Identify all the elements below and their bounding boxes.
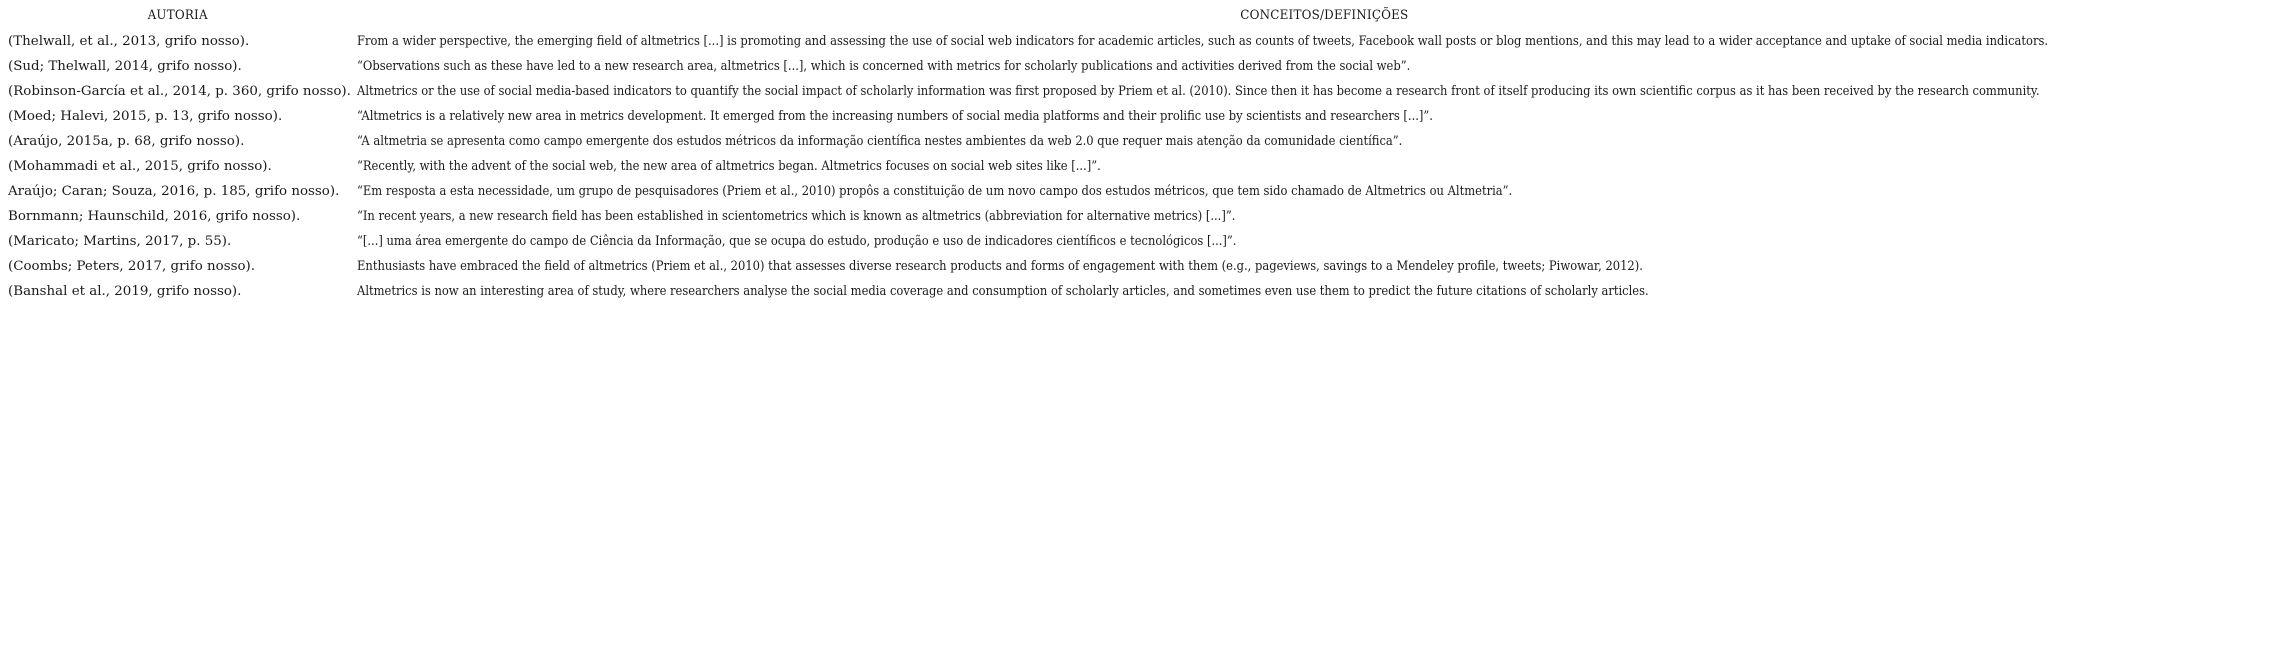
table-row bbox=[0, 258, 2291, 283]
author-cell: Araújo; Caran; Souza, 2016, p. 185, grifo nosso). bbox=[8, 184, 340, 199]
author-cell: (Banshal et al., 2019, grifo nosso). bbox=[8, 284, 242, 299]
definition-cell: “In recent years, a new research field has been established in scientometrics which is known as altmetrics (abbreviation for alternative metrics) [...]”. bbox=[357, 209, 1236, 224]
definition-cell: “[...] uma área emergente do campo de Ciência da Informação, que se ocupa do estudo, produção e uso de indicadores científicos e tecnológicos [...]”. bbox=[357, 234, 1237, 249]
header-conceitos-definicoes: CONCEITOS/DEFINIÇÕES bbox=[1240, 8, 1409, 23]
author-cell: (Coombs; Peters, 2017, grifo nosso). bbox=[8, 259, 256, 274]
table-row bbox=[0, 158, 2291, 183]
author-cell: (Robinson-García et al., 2014, p. 360, grifo nosso). bbox=[8, 84, 351, 99]
table-row bbox=[0, 58, 2291, 83]
definition-cell: “Recently, with the advent of the social web, the new area of altmetrics began. Altmetrics focuses on social web sites like [...]”. bbox=[357, 159, 1101, 174]
table-row bbox=[0, 108, 2291, 133]
author-cell: (Thelwall, et al., 2013, grifo nosso). bbox=[8, 34, 250, 49]
table-row bbox=[0, 233, 2291, 258]
author-cell: (Moed; Halevi, 2015, p. 13, grifo nosso). bbox=[8, 109, 283, 124]
author-cell: (Maricato; Martins, 2017, p. 55). bbox=[8, 234, 232, 249]
definition-cell: “Altmetrics is a relatively new area in metrics development. It emerged from the increasing numbers of social media platforms and their prolific use by scientists and researchers [...]”. bbox=[357, 109, 1433, 124]
author-cell: (Araújo, 2015a, p. 68, grifo nosso). bbox=[8, 134, 245, 149]
definition-cell: Altmetrics is now an interesting area of study, where researchers analyse the social media coverage and consumption of scholarly articles, and sometimes even use them to predict the future citations of scholarly articles. bbox=[357, 284, 1649, 299]
author-cell: Bornmann; Haunschild, 2016, grifo nosso). bbox=[8, 209, 301, 224]
author-cell: (Sud; Thelwall, 2014, grifo nosso). bbox=[8, 59, 242, 74]
definition-cell: “Em resposta a esta necessidade, um grupo de pesquisadores (Priem et al., 2010) propôs a constituição de um novo campo dos estudos métricos, que tem sido chamado de Altmetrics ou Altmetria”. bbox=[357, 184, 1513, 199]
table-row bbox=[0, 283, 2291, 308]
table-row bbox=[0, 183, 2291, 208]
table-row bbox=[0, 208, 2291, 233]
author-cell: (Mohammadi et al., 2015, grifo nosso). bbox=[8, 159, 272, 174]
definition-cell: “A altmetria se apresenta como campo emergente dos estudos métricos da informação científica nestes ambientes da web 2.0 que requer mais atenção da comunidade científica”. bbox=[357, 134, 1403, 149]
table-row bbox=[0, 133, 2291, 158]
header-autoria: AUTORIA bbox=[147, 8, 208, 23]
definition-cell: From a wider perspective, the emerging field of altmetrics [...] is promoting and assessing the use of social web indicators for academic articles, such as counts of tweets, Facebook wall posts or blog mentions, and this may lead to a wider acceptance and uptake of social media indicators. bbox=[357, 34, 2049, 49]
definition-cell: Altmetrics or the use of social media-based indicators to quantify the social impact of scholarly information was first proposed by Priem et al. (2010). Since then it has become a research front of itself producing its own scientific corpus as it has been received by the research community. bbox=[357, 84, 2040, 99]
table-row bbox=[0, 33, 2291, 58]
definition-cell: “Observations such as these have led to a new research area, altmetrics [...], which is concerned with metrics for scholarly publications and activities derived from the social web”. bbox=[357, 59, 1411, 74]
table-row bbox=[0, 83, 2291, 108]
definition-cell: Enthusiasts have embraced the field of altmetrics (Priem et al., 2010) that assesses diverse research products and forms of engagement with them (e.g., pageviews, savings to a Mendeley profile, tweets; Piwowar, 2012). bbox=[357, 259, 1643, 274]
